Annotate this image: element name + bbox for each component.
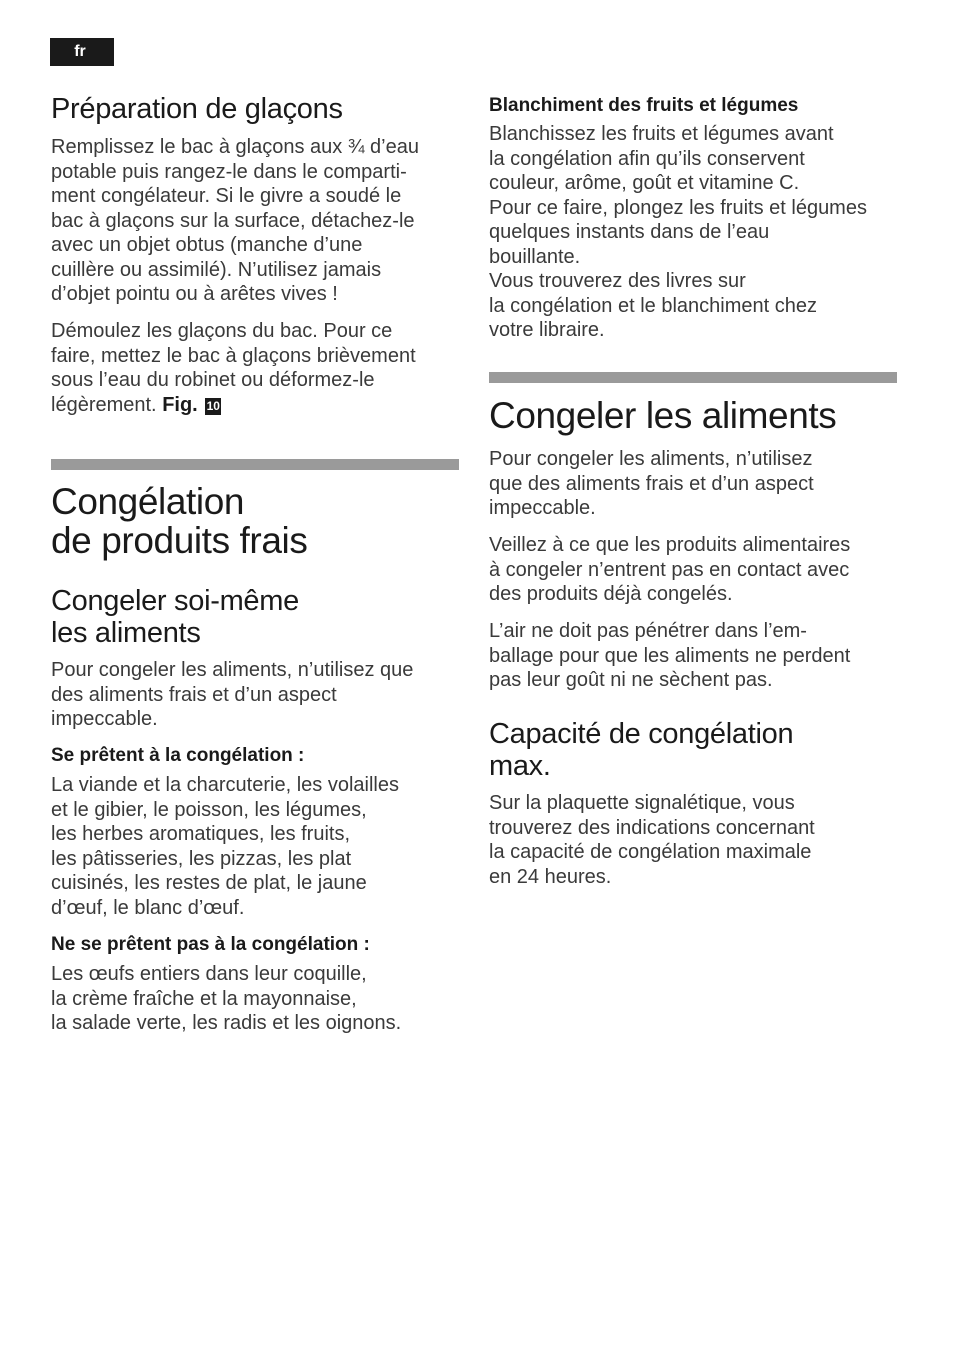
freeze-food-paragraph-2: Veillez à ce que les produits alimentaires à congeler n’entrent pas en contact avec des produits déjà congelés. (489, 534, 851, 605)
max-capacity-title-line-2: max. (489, 750, 551, 782)
max-capacity-title (489, 718, 793, 782)
suitable-foods-heading: Se prêtent à la congélation : (51, 745, 305, 766)
blanching-heading: Blanchiment des fruits et légumes (489, 95, 799, 116)
freeze-yourself-title-line-1: Congeler soi-même (51, 585, 299, 617)
freeze-yourself-title-line-2: les aliments (51, 617, 201, 649)
freeze-yourself-paragraph: Pour congeler les aliments, n’utilisez que des aliments frais et d’un aspect impeccable. (51, 659, 414, 730)
ice-preparation-paragraph-2 (51, 319, 466, 417)
unsuitable-foods-heading: Ne se prêtent pas à la congélation : (51, 934, 370, 955)
unsuitable-foods-text: Les œufs entiers dans leur coquille, la crème fraîche et la mayonnaise, la salade verte, les radis et les oignons. (51, 963, 402, 1034)
suitable-foods-text: La viande et la charcuterie, les volailles et le gibier, le poisson, les légumes, les herbes aromatiques, les fruits, les pâtisseries, les pizzas, les plat cuisinés, les restes de plat, le jaune d’œuf, le blanc d’œuf. (51, 774, 399, 919)
ice-preparation-title: Préparation de glaçons (51, 93, 343, 125)
freeze-yourself-title (51, 585, 299, 649)
figure-number-icon: 10 (206, 398, 220, 413)
figure-reference (162, 394, 221, 416)
section-divider-right (489, 372, 897, 383)
freeze-food-paragraph-3: L’air ne doit pas pénétrer dans l’em- ballage pour que les aliments ne perdent pas leur goût ni ne sèchent pas. (489, 620, 851, 691)
freeze-food-title: Congeler les aliments (489, 395, 837, 436)
blanching-text: Blanchissez les fruits et légumes avant la congélation afin qu’ils conservent couleur, arôme, goût et vitamine C. Pour ce faire, plongez les fruits et légumes quelques instants dans de l’eau bouillante. Vous trouverez des livres sur la congélation et le blanchiment chez votre libraire. (489, 123, 867, 341)
section-divider-left (51, 459, 459, 470)
language-tab: fr (50, 38, 114, 66)
max-capacity-title-line-1: Capacité de congélation (489, 718, 794, 750)
freeze-food-paragraph-1: Pour congeler les aliments, n’utilisez que des aliments frais et d’un aspect impeccable. (489, 448, 814, 519)
fresh-products-title (51, 482, 307, 560)
fresh-products-title-line-1: Congélation (51, 481, 245, 522)
max-capacity-text: Sur la plaquette signalétique, vous trouverez des indications concernant la capacité de congélation maximale en 24 heures. (489, 792, 815, 888)
figure-label: Fig. (162, 393, 198, 416)
fresh-products-title-line-2: de produits frais (51, 520, 308, 561)
ice-preparation-paragraph-1: Remplissez le bac à glaçons aux ¾ d’eau potable puis rangez-le dans le comparti- ment congélateur. Si le givre a soudé le bac à glaçons sur la surface, détachez-le avec un objet obtus (manche d’une cuillère ou assimilé). N’utilisez jamais d’objet pointu ou à arêtes vives ! (51, 136, 419, 305)
ice-preparation-paragraph-2-text: Démoulez les glaçons du bac. Pour ce faire, mettez le bac à glaçons brièvement sous l’eau du robinet ou déformez-le légèrement. (51, 320, 416, 416)
